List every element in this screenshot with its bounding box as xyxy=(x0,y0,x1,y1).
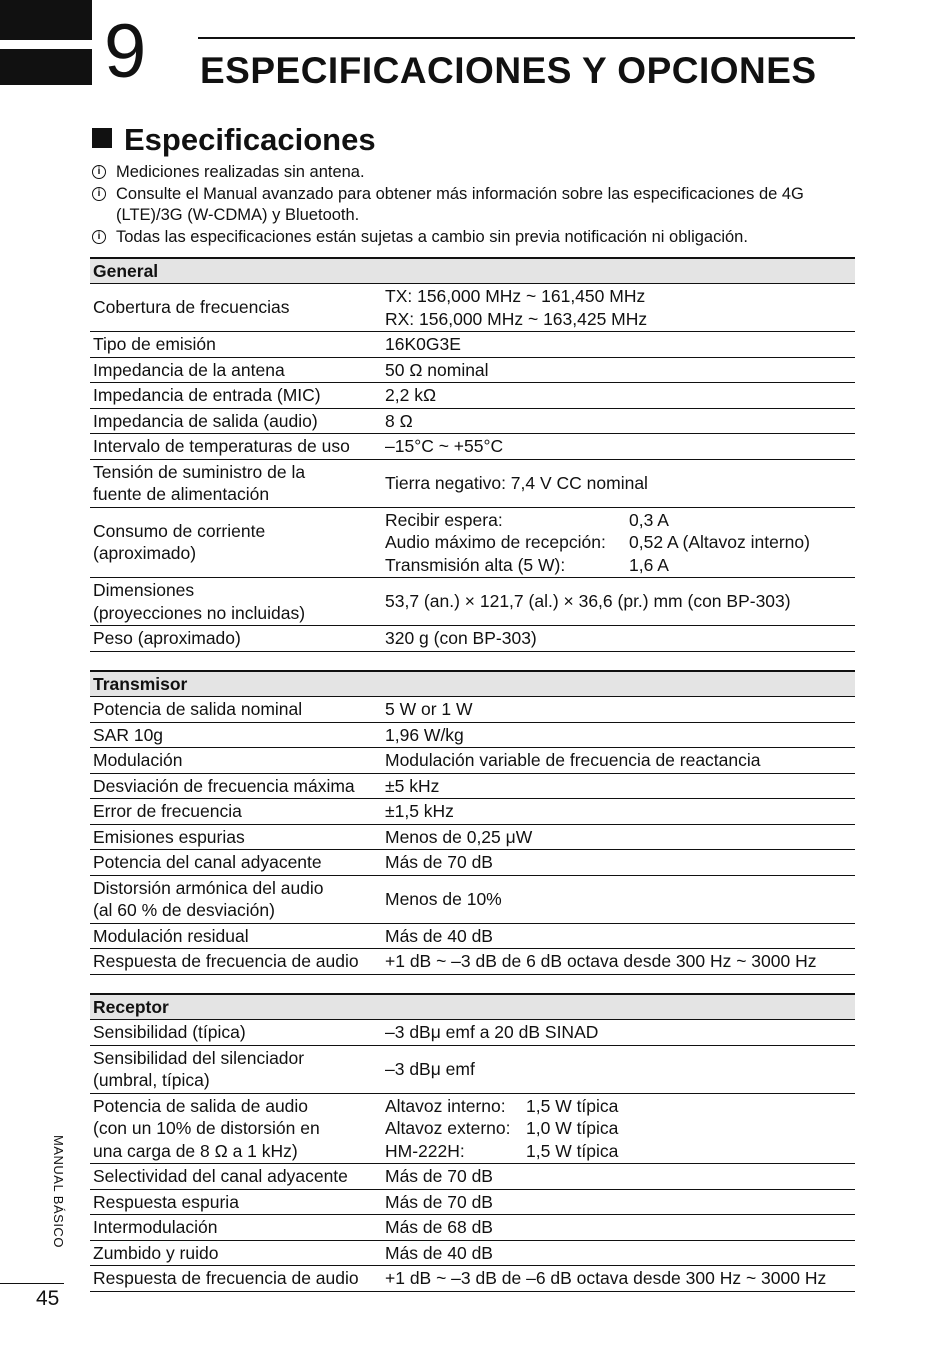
chapter-tab-bar-bottom xyxy=(0,49,92,85)
spec-subkey: Altavoz externo: xyxy=(385,1118,511,1138)
table-row xyxy=(90,923,855,949)
spec-subvalue: 0,3 A xyxy=(629,509,669,530)
note-item xyxy=(92,184,857,227)
table-row xyxy=(90,824,855,850)
spec-value: 1,96 W/kg xyxy=(382,722,855,748)
table-header-cell: General xyxy=(90,258,855,284)
spec-label xyxy=(90,1045,382,1093)
spec-label: Respuesta espuria xyxy=(90,1189,382,1215)
spec-value: Más de 70 dB xyxy=(382,1164,855,1190)
spec-value: Más de 70 dB xyxy=(382,1189,855,1215)
spec-value: Más de 68 dB xyxy=(382,1215,855,1241)
table-header-cell: Transmisor xyxy=(90,671,855,697)
spec-label: Modulación xyxy=(90,748,382,774)
spec-label-line: (al 60 % de desviación) xyxy=(93,900,275,920)
chapter-rule xyxy=(198,37,855,39)
spec-label-line: Distorsión armónica del audio xyxy=(93,877,324,898)
table-row xyxy=(90,434,855,460)
spec-value: 320 g (con BP-303) xyxy=(382,626,855,652)
spec-label: Desviación de frecuencia máxima xyxy=(90,773,382,799)
table-row xyxy=(90,408,855,434)
table-header-cell: Receptor xyxy=(90,994,855,1020)
spec-label-line: (aproximado) xyxy=(93,543,197,564)
table-header-row xyxy=(90,671,855,697)
info-icon: i xyxy=(92,187,106,201)
spec-value: ±5 kHz xyxy=(382,773,855,799)
table-row xyxy=(90,697,855,723)
spec-value: ±1,5 kHz xyxy=(382,799,855,825)
table-row xyxy=(90,626,855,652)
page-number: 45 xyxy=(36,1287,60,1310)
spec-label xyxy=(90,578,382,626)
spec-label-line: (proyecciones no incluidas) xyxy=(93,602,306,623)
table-row xyxy=(90,748,855,774)
spec-value: +1 dB ~ –3 dB de –6 dB octava desde 300 Hz ~ 3000 Hz xyxy=(382,1266,855,1292)
table-row xyxy=(90,284,855,332)
spec-label-line: una carga de 8 Ω a 1 kHz) xyxy=(93,1140,298,1161)
spec-subkey: Transmisión alta (5 W): xyxy=(385,554,566,575)
spec-subvalue: 0,52 A (Altavoz interno) xyxy=(629,532,810,552)
spec-label: Zumbido y ruido xyxy=(90,1240,382,1266)
spec-label: Selectividad del canal adyacente xyxy=(90,1164,382,1190)
spec-label: Potencia de salida nominal xyxy=(90,697,382,723)
section-square-icon xyxy=(92,128,112,148)
spec-subkey: HM-222H: xyxy=(385,1140,465,1161)
spec-label: Impedancia de entrada (MIC) xyxy=(90,383,382,409)
spec-label: Tipo de emisión xyxy=(90,332,382,358)
note-text: Consulte el Manual avanzado para obtener más información sobre las especificaciones de 4G (LTE)/3G (W-CDMA) y Bluetooth. xyxy=(116,184,804,225)
spec-value: 5 W or 1 W xyxy=(382,697,855,723)
spec-value: Más de 40 dB xyxy=(382,923,855,949)
spec-label: Respuesta de frecuencia de audio xyxy=(90,949,382,975)
table-row xyxy=(90,459,855,507)
spec-subkey: Audio máximo de recepción: xyxy=(385,532,606,552)
spec-label: Sensibilidad (típica) xyxy=(90,1020,382,1046)
table-row xyxy=(90,1164,855,1190)
info-icon: i xyxy=(92,165,106,179)
table-row xyxy=(90,1020,855,1046)
spec-label-line: Sensibilidad del silenciador xyxy=(93,1047,305,1068)
spec-label: Impedancia de salida (audio) xyxy=(90,408,382,434)
spec-value: –15°C ~ +55°C xyxy=(382,434,855,460)
spec-value xyxy=(382,1093,855,1164)
table-row xyxy=(90,1093,855,1164)
table-row xyxy=(90,1189,855,1215)
manual-side-label: MANUAL BÁSICO xyxy=(51,1135,66,1248)
table-row xyxy=(90,332,855,358)
note-text: Mediciones realizadas sin antena. xyxy=(116,163,365,181)
spec-subvalue: 1,6 A xyxy=(629,554,669,575)
chapter-number: 9 xyxy=(104,9,147,94)
table-header-row xyxy=(90,258,855,284)
receptor-spec-table xyxy=(90,993,855,1292)
spec-label: Peso (aproximado) xyxy=(90,626,382,652)
spec-value: +1 dB ~ –3 dB de 6 dB octava desde 300 Hz ~ 3000 Hz xyxy=(382,949,855,975)
spec-label: Emisiones espurias xyxy=(90,824,382,850)
section-title: Especificaciones xyxy=(124,122,376,157)
spec-value: 16K0G3E xyxy=(382,332,855,358)
transmisor-spec-table xyxy=(90,670,855,975)
spec-value: 8 Ω xyxy=(382,408,855,434)
note-item xyxy=(92,162,857,184)
spec-label: SAR 10g xyxy=(90,722,382,748)
table-row xyxy=(90,1045,855,1093)
chapter-title: ESPECIFICACIONES Y OPCIONES xyxy=(200,50,817,91)
spec-value: Más de 40 dB xyxy=(382,1240,855,1266)
spec-label xyxy=(90,459,382,507)
table-row xyxy=(90,799,855,825)
spec-label xyxy=(90,1093,382,1164)
spec-value: Más de 70 dB xyxy=(382,850,855,876)
table-row xyxy=(90,1240,855,1266)
spec-value: 53,7 (an.) × 121,7 (al.) × 36,6 (pr.) mm (con BP-303) xyxy=(382,578,855,626)
spec-value: Tierra negativo: 7,4 V CC nominal xyxy=(382,459,855,507)
spec-value: Menos de 0,25 μW xyxy=(382,824,855,850)
spec-value: –3 dBμ emf a 20 dB SINAD xyxy=(382,1020,855,1046)
table-row xyxy=(90,722,855,748)
spec-label: Cobertura de frecuencias xyxy=(90,284,382,332)
spec-label-line: Potencia de salida de audio xyxy=(93,1095,309,1116)
spec-label xyxy=(90,507,382,578)
spec-subkey: Recibir espera: xyxy=(385,509,503,530)
spec-value: 2,2 kΩ xyxy=(382,383,855,409)
table-row xyxy=(90,773,855,799)
table-header-row xyxy=(90,994,855,1020)
table-row xyxy=(90,850,855,876)
spec-label: Intervalo de temperaturas de uso xyxy=(90,434,382,460)
spec-label: Error de frecuencia xyxy=(90,799,382,825)
table-row xyxy=(90,383,855,409)
spec-label: Intermodulación xyxy=(90,1215,382,1241)
spec-subvalue: 1,0 W típica xyxy=(526,1118,619,1138)
table-row xyxy=(90,1215,855,1241)
spec-label-line: Consumo de corriente xyxy=(93,520,266,541)
table-row xyxy=(90,357,855,383)
table-row xyxy=(90,1266,855,1292)
note-text: Todas las especificaciones están sujetas a cambio sin previa notificación ni obligación. xyxy=(116,227,748,246)
footer-rule xyxy=(0,1283,64,1284)
spec-label: Modulación residual xyxy=(90,923,382,949)
spec-value-line: TX: 156,000 MHz ~ 161,450 MHz xyxy=(385,286,646,306)
spec-value xyxy=(382,507,855,578)
table-row xyxy=(90,507,855,578)
spec-label: Potencia del canal adyacente xyxy=(90,850,382,876)
notes-list xyxy=(92,162,857,248)
chapter-tab-bar-top xyxy=(0,0,92,40)
spec-value: Menos de 10% xyxy=(382,875,855,923)
table-row xyxy=(90,578,855,626)
spec-value-grid xyxy=(385,1095,852,1163)
spec-subvalue: 1,5 W típica xyxy=(526,1095,619,1116)
spec-value-grid xyxy=(385,509,852,577)
info-icon: i xyxy=(92,230,106,244)
spec-label: Respuesta de frecuencia de audio xyxy=(90,1266,382,1292)
spec-label xyxy=(90,875,382,923)
spec-value: 50 Ω nominal xyxy=(382,357,855,383)
spec-value: –3 dBμ emf xyxy=(382,1045,855,1093)
spec-label-line: Tensión de suministro de la xyxy=(93,461,306,482)
spec-label-line: Dimensiones xyxy=(93,580,195,600)
table-row xyxy=(90,949,855,975)
general-spec-table xyxy=(90,257,855,652)
spec-value: Modulación variable de frecuencia de reactancia xyxy=(382,748,855,774)
spec-label: Impedancia de la antena xyxy=(90,357,382,383)
table-row xyxy=(90,875,855,923)
spec-value xyxy=(382,284,855,332)
note-item xyxy=(92,227,857,249)
section-heading xyxy=(92,122,376,158)
spec-label-line: fuente de alimentación xyxy=(93,484,270,504)
spec-subkey: Altavoz interno: xyxy=(385,1095,506,1116)
spec-label-line: (umbral, típica) xyxy=(93,1070,210,1090)
spec-value-line: RX: 156,000 MHz ~ 163,425 MHz xyxy=(385,308,648,329)
spec-label-line: (con un 10% de distorsión en xyxy=(93,1118,320,1138)
spec-subvalue: 1,5 W típica xyxy=(526,1140,619,1161)
